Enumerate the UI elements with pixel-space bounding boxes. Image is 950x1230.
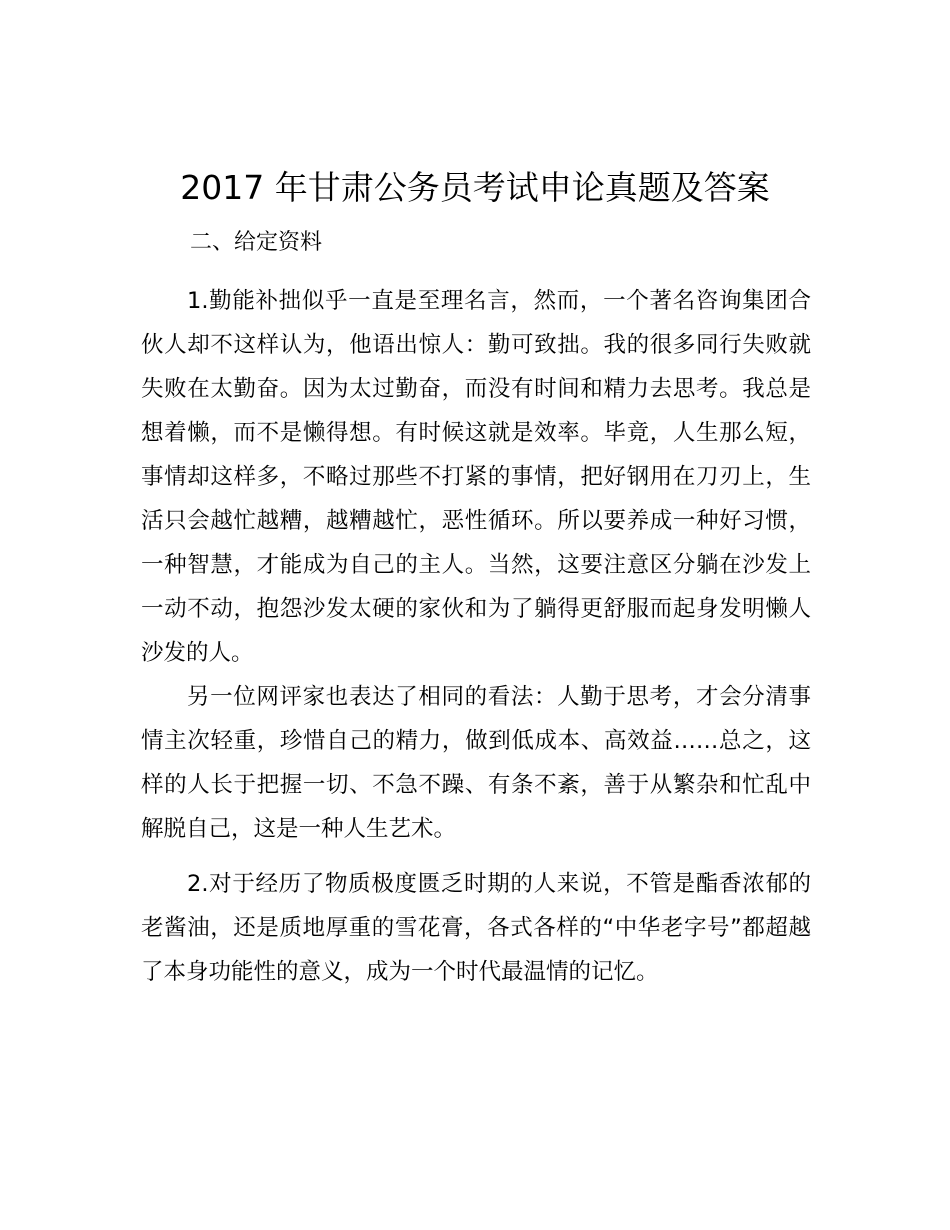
paragraph: 另一位网评家也表达了相同的看法：人勤于思考，才会分清事情主次轻重，珍惜自己的精力，做到低成本、高效益……总之，这样的人长于把握一切、不急不躁、有条不紊，善于从繁杂和忙乱中解脱自己，这是一种人生艺术。: [141, 684, 811, 842]
section-heading: 二、给定资料: [190, 230, 323, 255]
document-title: 2017 年甘肃公务员考试申论真题及答案: [180, 168, 770, 207]
paragraph: 1.勤能补拙似乎一直是至理名言，然而，一个著名咨询集团合伙人却不这样认为，他语出惊人：勤可致拙。我的很多同行失败就失败在太勤奋。因为太过勤奋，而没有时间和精力去思考。我总是想着懒，而不是懒得想。有时候这就是效率。毕竟，人生那么短，事情却这样多，不略过那些不打紧的事情，把好钢用在刀刃上，生活只会越忙越糟，越糟越忙，恶性循环。所以要养成一种好习惯，一种智慧，才能成为自己的主人。当然，这要注意区分躺在沙发上一动不动，抱怨沙发太硬的家伙和为了躺得更舒服而起身发明懒人沙发的人。: [141, 288, 811, 666]
paragraph: 2.对于经历了物质极度匮乏时期的人来说，不管是酯香浓郁的老酱油，还是质地厚重的雪花膏，各式各样的“中华老字号”都超越了本身功能性的意义，成为一个时代最温情的记忆。: [141, 871, 811, 985]
